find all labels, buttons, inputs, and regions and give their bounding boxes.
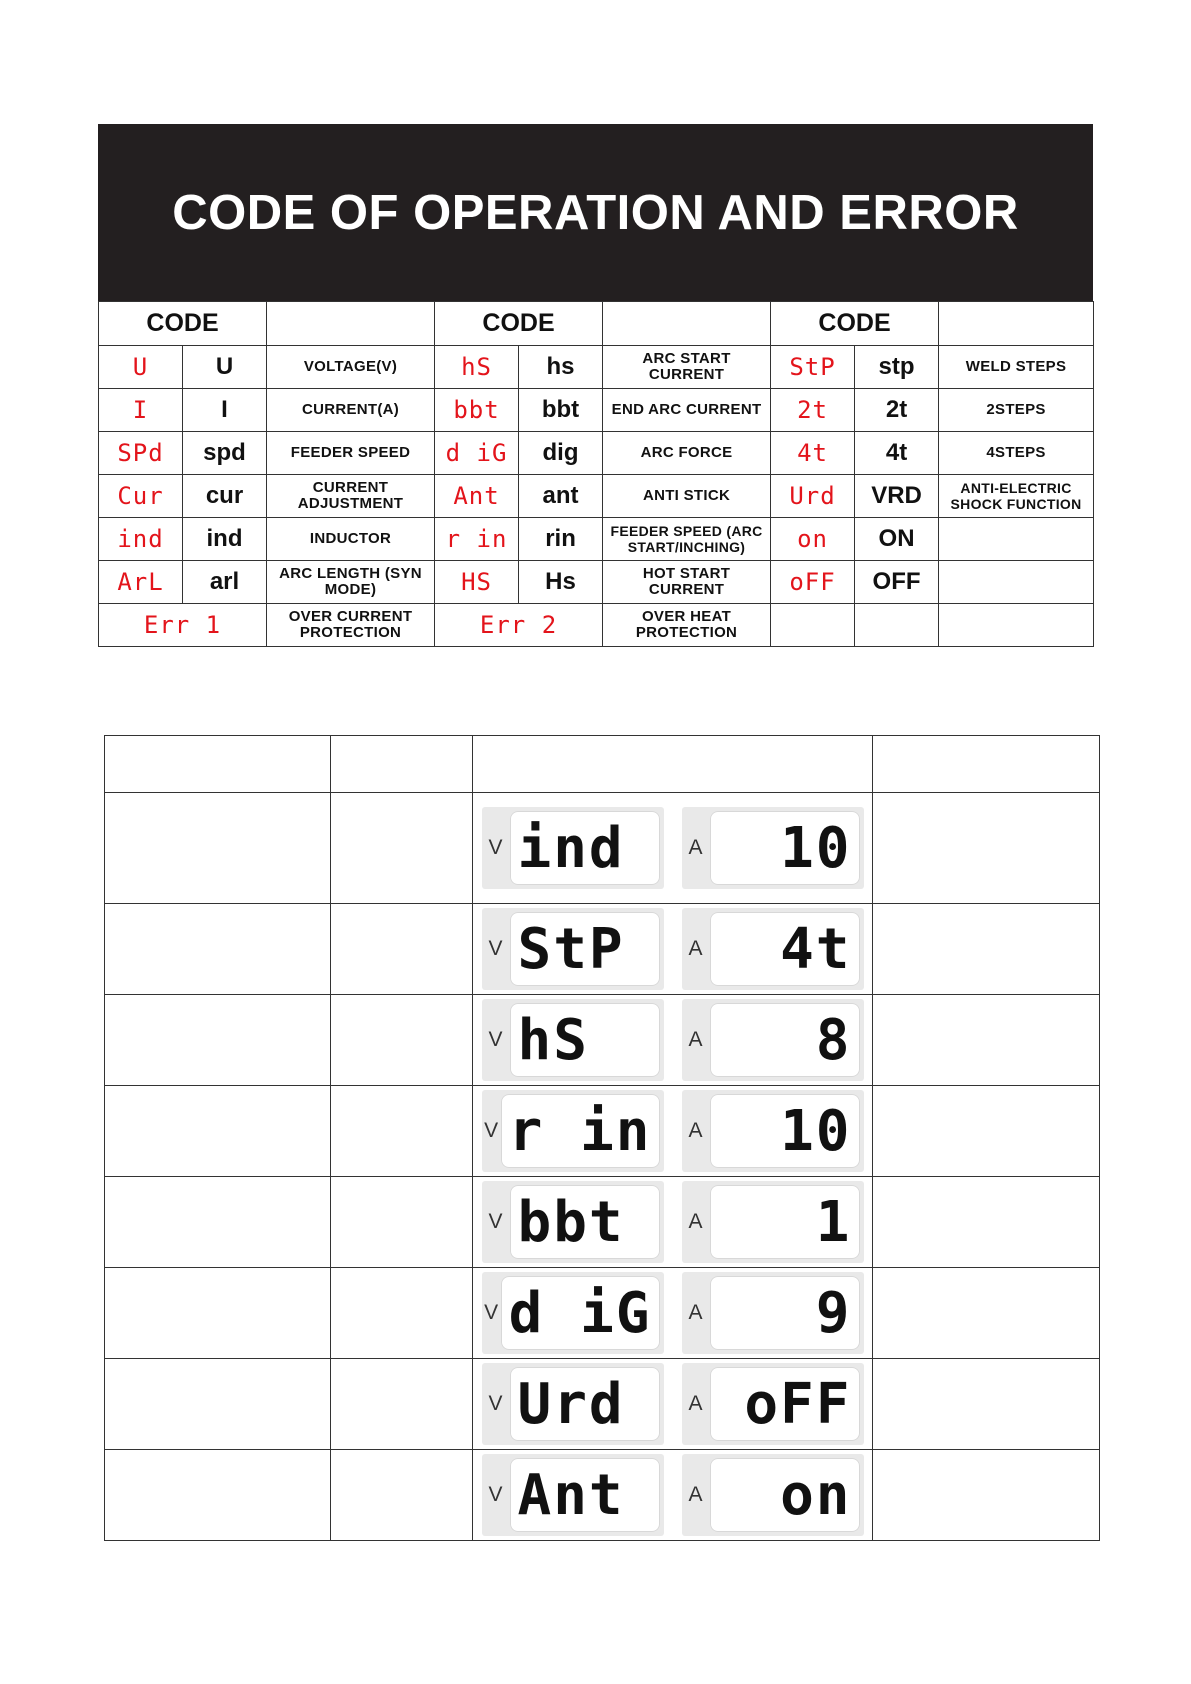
current-readout: oFF [710,1367,860,1441]
current-label: A [688,1119,703,1142]
current-label: A [688,1483,703,1506]
empty-cell [105,1086,331,1177]
voltage-display [482,1454,664,1536]
error-code: Err 2 [435,604,603,647]
code-table [98,301,1094,647]
segment-code: 2t [771,389,855,432]
lcd-panel [473,1363,872,1445]
voltage-label: V [488,1210,503,1233]
voltage-display [482,1181,664,1263]
current-readout: 9 [710,1276,860,1350]
empty-cell [105,1268,331,1359]
voltage-readout: Urd [510,1367,660,1441]
code-text: bbt [519,389,603,432]
empty-cell [105,1177,331,1268]
current-label: A [688,1392,703,1415]
voltage-display [482,908,664,990]
code-text: ant [519,475,603,518]
current-display [682,1363,864,1445]
code-text: VRD [855,475,939,518]
empty-cell [873,1177,1100,1268]
segment-code: hS [435,346,519,389]
voltage-label: V [488,836,503,859]
current-display [682,807,864,889]
code-column-header: CODE [435,302,603,346]
display-row [105,1268,1100,1359]
current-label: A [688,1028,703,1051]
empty-cell [331,1268,473,1359]
lcd-panel [473,1454,872,1536]
code-row [99,561,1094,604]
segment-code: Ant [435,475,519,518]
segment-code: oFF [771,561,855,604]
empty-cell [873,904,1100,995]
display-row [105,1177,1100,1268]
voltage-label: V [484,1119,499,1142]
empty-cell [105,995,331,1086]
voltage-readout: hS [510,1003,660,1077]
code-text: dig [519,432,603,475]
segment-code: Cur [99,475,183,518]
segment-code: StP [771,346,855,389]
empty-cell [105,1450,331,1541]
current-display [682,1272,864,1354]
segment-code: Urd [771,475,855,518]
voltage-display [482,1272,664,1354]
code-text: rin [519,518,603,561]
display-row [105,904,1100,995]
code-text: ind [183,518,267,561]
lcd-panel [473,999,872,1081]
empty-cell [939,604,1094,647]
current-label: A [688,836,703,859]
code-row [99,432,1094,475]
code-text: stp [855,346,939,389]
empty-cell [331,995,473,1086]
voltage-readout: bbt [510,1185,660,1259]
voltage-readout: d iG [501,1276,660,1350]
voltage-label: V [488,1028,503,1051]
current-display [682,1181,864,1263]
current-label: A [688,1210,703,1233]
code-description: FEEDER SPEED (ARC START/INCHING) [603,518,771,561]
current-readout: 8 [710,1003,860,1077]
display-row [105,995,1100,1086]
lcd-panel [473,1181,872,1263]
display-row [105,1359,1100,1450]
code-header-row [99,302,1094,346]
display-header-row [105,736,1100,793]
error-description: OVER HEAT PROTECTION [603,604,771,647]
current-display [682,1090,864,1172]
segment-code: I [99,389,183,432]
segment-code: bbt [435,389,519,432]
code-description: CURRENT(A) [267,389,435,432]
lcd-panel [473,807,872,889]
display-panel-cell [473,904,873,995]
empty-cell [331,793,473,904]
error-description: OVER CURRENT PROTECTION [267,604,435,647]
display-row [105,1450,1100,1541]
code-text: cur [183,475,267,518]
code-column-header: CODE [99,302,267,346]
code-description: 2STEPS [939,389,1094,432]
code-description: FEEDER SPEED [267,432,435,475]
voltage-display [482,807,664,889]
empty-cell [771,604,855,647]
code-text: hs [519,346,603,389]
empty-cell [105,793,331,904]
error-row [99,604,1094,647]
code-column-header: CODE [771,302,939,346]
code-text: ON [855,518,939,561]
empty-cell [331,904,473,995]
code-description: ARC LENGTH (SYN MODE) [267,561,435,604]
display-panel-cell [473,1450,873,1541]
display-panel-cell [473,1177,873,1268]
code-row [99,518,1094,561]
code-description: ANTI-ELECTRIC SHOCK FUNCTION [939,475,1094,518]
current-label: A [688,1301,703,1324]
description-column-header [939,302,1094,346]
display-panel-cell [473,995,873,1086]
code-description [939,518,1094,561]
segment-code: d iG [435,432,519,475]
code-description: WELD STEPS [939,346,1094,389]
code-description: INDUCTOR [267,518,435,561]
empty-cell [105,1359,331,1450]
current-readout: on [710,1458,860,1532]
segment-code: HS [435,561,519,604]
error-code: Err 1 [99,604,267,647]
code-text: I [183,389,267,432]
current-readout: 10 [710,811,860,885]
lcd-panel [473,908,872,990]
empty-cell [873,1268,1100,1359]
code-description: CURRENT ADJUSTMENT [267,475,435,518]
description-column-header [267,302,435,346]
code-description: ARC FORCE [603,432,771,475]
display-panel-cell [473,1086,873,1177]
voltage-readout: Ant [510,1458,660,1532]
voltage-label: V [488,937,503,960]
current-readout: 1 [710,1185,860,1259]
voltage-readout: StP [510,912,660,986]
empty-cell [331,1359,473,1450]
current-display [682,1454,864,1536]
code-text: Hs [519,561,603,604]
current-label: A [688,937,703,960]
display-panel-cell [473,1359,873,1450]
voltage-display [482,1090,664,1172]
segment-code: U [99,346,183,389]
code-text: U [183,346,267,389]
code-description: VOLTAGE(V) [267,346,435,389]
display-row [105,793,1100,904]
code-text: OFF [855,561,939,604]
current-readout: 10 [710,1094,860,1168]
code-row [99,346,1094,389]
code-text: spd [183,432,267,475]
code-text: 4t [855,432,939,475]
voltage-label: V [484,1301,499,1324]
code-description: HOT START CURRENT [603,561,771,604]
lcd-panel [473,1090,872,1172]
current-readout: 4t [710,912,860,986]
code-sheet [98,124,1093,647]
display-panel-cell [473,1268,873,1359]
voltage-readout: r in [501,1094,660,1168]
empty-header-cell [105,736,331,793]
empty-cell [331,1450,473,1541]
code-description: END ARC CURRENT [603,389,771,432]
segment-code: 4t [771,432,855,475]
page-title: CODE OF OPERATION AND ERROR [98,124,1093,301]
voltage-display [482,1363,664,1445]
voltage-label: V [488,1392,503,1415]
empty-cell [105,904,331,995]
lcd-panel [473,1272,872,1354]
segment-code: ArL [99,561,183,604]
voltage-display [482,999,664,1081]
empty-header-cell [873,736,1100,793]
empty-cell [331,1177,473,1268]
voltage-label: V [488,1483,503,1506]
segment-code: ind [99,518,183,561]
segment-code: SPd [99,432,183,475]
segment-code: r in [435,518,519,561]
code-row [99,475,1094,518]
code-text: 2t [855,389,939,432]
empty-header-cell [473,736,873,793]
current-display [682,908,864,990]
code-description: 4STEPS [939,432,1094,475]
code-description: ARC START CURRENT [603,346,771,389]
empty-header-cell [331,736,473,793]
code-description [939,561,1094,604]
display-panel-cell [473,793,873,904]
segment-code: on [771,518,855,561]
empty-cell [873,793,1100,904]
empty-cell [873,995,1100,1086]
voltage-readout: ind [510,811,660,885]
code-description: ANTI STICK [603,475,771,518]
empty-cell [873,1359,1100,1450]
code-text: arl [183,561,267,604]
current-display [682,999,864,1081]
display-row [105,1086,1100,1177]
description-column-header [603,302,771,346]
empty-cell [331,1086,473,1177]
code-row [99,389,1094,432]
empty-cell [855,604,939,647]
empty-cell [873,1450,1100,1541]
empty-cell [873,1086,1100,1177]
display-table [104,735,1100,1541]
